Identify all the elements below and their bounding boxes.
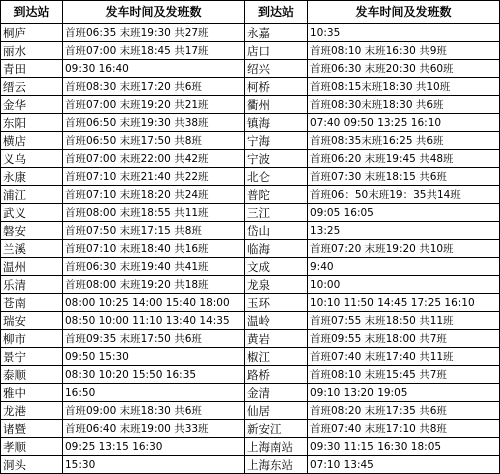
station-name: 椒江 — [245, 348, 308, 366]
departure-times: 首班08:30 末班17:20 共6班 — [63, 78, 245, 96]
table-row — [1, 222, 500, 240]
header-row — [1, 1, 500, 24]
departure-times: 09:30 11:15 16:30 18:05 — [308, 438, 500, 456]
station-name: 上海东站 — [245, 456, 308, 474]
header-destination-right: 到达站 — [245, 1, 308, 24]
table-row — [1, 204, 500, 222]
departure-times: 首班07:50 末班17:15 共8班 — [63, 222, 245, 240]
departure-times: 首班07:10 末班21:40 共22班 — [63, 168, 245, 186]
departure-times: 首班07:30 末班18:15 共6班 — [308, 168, 500, 186]
station-name: 金华 — [1, 96, 63, 114]
station-name: 诸暨 — [1, 420, 63, 438]
station-name: 仙居 — [245, 402, 308, 420]
station-name: 普陀 — [245, 186, 308, 204]
departure-times: 08:30 10:20 15:50 16:35 — [63, 366, 245, 384]
station-name: 义乌 — [1, 150, 63, 168]
table-row — [1, 294, 500, 312]
station-name: 浦江 — [1, 186, 63, 204]
station-name: 黄岩 — [245, 330, 308, 348]
departure-times: 首班09:55 末班18:00 共7班 — [308, 330, 500, 348]
departure-times: 09:10 13:20 19:05 — [308, 384, 500, 402]
station-name: 苍南 — [1, 294, 63, 312]
departure-times: 首班08:15末班18:30 共10班 — [308, 78, 500, 96]
station-name: 横店 — [1, 132, 63, 150]
table-row — [1, 60, 500, 78]
table-row — [1, 96, 500, 114]
table-row — [1, 420, 500, 438]
departure-times: 16:50 — [63, 384, 245, 402]
departure-times: 首班06:30 末班20:30 共60班 — [308, 60, 500, 78]
departure-times: 首班06:20 末班19:45 共48班 — [308, 150, 500, 168]
station-name: 岱山 — [245, 222, 308, 240]
departure-times: 首班08:35末班16:25 共6班 — [308, 132, 500, 150]
station-name: 柳市 — [1, 330, 63, 348]
station-name: 玉环 — [245, 294, 308, 312]
table-row — [1, 168, 500, 186]
station-name: 永嘉 — [245, 24, 308, 42]
station-name: 文成 — [245, 258, 308, 276]
station-name: 三江 — [245, 204, 308, 222]
header-destination-left: 到达站 — [1, 1, 63, 24]
station-name: 温州 — [1, 258, 63, 276]
table-row — [1, 348, 500, 366]
departure-times: 07:40 09:50 13:25 16:10 — [308, 114, 500, 132]
station-name: 金清 — [245, 384, 308, 402]
station-name: 新安江 — [245, 420, 308, 438]
table-row — [1, 132, 500, 150]
departure-times: 首班07:10 末班18:20 共24班 — [63, 186, 245, 204]
station-name: 武义 — [1, 204, 63, 222]
table-row — [1, 258, 500, 276]
station-name: 缙云 — [1, 78, 63, 96]
departure-times: 07:10 13:45 — [308, 456, 500, 474]
table-row — [1, 330, 500, 348]
table-row — [1, 114, 500, 132]
station-name: 柯桥 — [245, 78, 308, 96]
table-row — [1, 276, 500, 294]
table-row — [1, 366, 500, 384]
departure-times: 首班06：50末班19：35共14班 — [308, 186, 500, 204]
departure-times: 首班06:40 末班19:00 共33班 — [63, 420, 245, 438]
station-name: 丽水 — [1, 42, 63, 60]
station-name: 瑞安 — [1, 312, 63, 330]
departure-times: 09:30 16:40 — [63, 60, 245, 78]
station-name: 宁海 — [245, 132, 308, 150]
station-name: 店口 — [245, 42, 308, 60]
table-row — [1, 240, 500, 258]
station-name: 雅中 — [1, 384, 63, 402]
departure-times: 首班08:10 末班15:45 共7班 — [308, 366, 500, 384]
departure-times: 首班08:00 末班19:20 共18班 — [63, 276, 245, 294]
departure-times: 首班07:00 末班22:00 共42班 — [63, 150, 245, 168]
station-name: 绍兴 — [245, 60, 308, 78]
station-name: 磐安 — [1, 222, 63, 240]
table-row — [1, 150, 500, 168]
departure-times: 08:50 10:00 11:10 13:40 14:35 — [63, 312, 245, 330]
station-name: 上海南站 — [245, 438, 308, 456]
station-name: 泰顺 — [1, 366, 63, 384]
station-name: 衢州 — [245, 96, 308, 114]
departure-times: 09:05 16:05 — [308, 204, 500, 222]
departure-times: 首班09:35 末班17:50 共6班 — [63, 330, 245, 348]
departure-times: 首班07:20 末班19:20 共10班 — [308, 240, 500, 258]
station-name: 洞头 — [1, 456, 63, 474]
station-name: 宁波 — [245, 150, 308, 168]
departure-times: 首班06:35 末班19:30 共27班 — [63, 24, 245, 42]
departure-times: 首班07:00 末班19:20 共21班 — [63, 96, 245, 114]
departure-times: 10:10 11:50 14:45 17:25 16:10 — [308, 294, 500, 312]
departure-times: 首班07:40 末班17:10 共8班 — [308, 420, 500, 438]
departure-times: 09:50 15:30 — [63, 348, 245, 366]
station-name: 永康 — [1, 168, 63, 186]
departure-times: 首班06:50 末班19:30 共38班 — [63, 114, 245, 132]
departure-times: 10:00 — [308, 276, 500, 294]
table-row — [1, 24, 500, 42]
departure-times: 首班08:30末班18:30 共6班 — [308, 96, 500, 114]
station-name: 龙泉 — [245, 276, 308, 294]
station-name: 乐清 — [1, 276, 63, 294]
table-row — [1, 438, 500, 456]
station-name: 路桥 — [245, 366, 308, 384]
table-row — [1, 402, 500, 420]
table-row — [1, 42, 500, 60]
departure-times: 首班07:55 末班18:50 共11班 — [308, 312, 500, 330]
departure-times: 09:25 13:15 16:30 — [63, 438, 245, 456]
station-name: 东阳 — [1, 114, 63, 132]
station-name: 孝顺 — [1, 438, 63, 456]
table-row — [1, 78, 500, 96]
station-name: 北仑 — [245, 168, 308, 186]
departure-times: 10:35 — [308, 24, 500, 42]
station-name: 兰溪 — [1, 240, 63, 258]
departure-times: 首班08:20 末班17:35 共6班 — [308, 402, 500, 420]
departure-times: 首班07:40 末班17:40 共11班 — [308, 348, 500, 366]
station-name: 临海 — [245, 240, 308, 258]
departure-times: 9:40 — [308, 258, 500, 276]
station-name: 龙港 — [1, 402, 63, 420]
departure-times: 首班07:10 末班18:40 共16班 — [63, 240, 245, 258]
departure-times: 13:25 — [308, 222, 500, 240]
station-name: 景宁 — [1, 348, 63, 366]
departure-times: 首班06:30 末班19:40 共41班 — [63, 258, 245, 276]
station-name: 桐庐 — [1, 24, 63, 42]
departure-times: 首班06:50 末班17:50 共8班 — [63, 132, 245, 150]
table-row — [1, 312, 500, 330]
station-name: 青田 — [1, 60, 63, 78]
departure-times: 08:00 10:25 14:00 15:40 18:00 — [63, 294, 245, 312]
departure-times: 15:30 — [63, 456, 245, 474]
table-row — [1, 456, 500, 474]
departure-times: 首班08:00 末班18:55 共11班 — [63, 204, 245, 222]
station-name: 镇海 — [245, 114, 308, 132]
departure-times: 首班07:00 末班18:45 共17班 — [63, 42, 245, 60]
departure-times: 首班09:00 末班18:30 共6班 — [63, 402, 245, 420]
header-departures-right: 发车时间及发班数 — [308, 1, 500, 24]
station-name: 温岭 — [245, 312, 308, 330]
header-departures-left: 发车时间及发班数 — [63, 1, 245, 24]
departure-times: 首班08:10 末班16:30 共9班 — [308, 42, 500, 60]
table-row — [1, 186, 500, 204]
table-row — [1, 384, 500, 402]
